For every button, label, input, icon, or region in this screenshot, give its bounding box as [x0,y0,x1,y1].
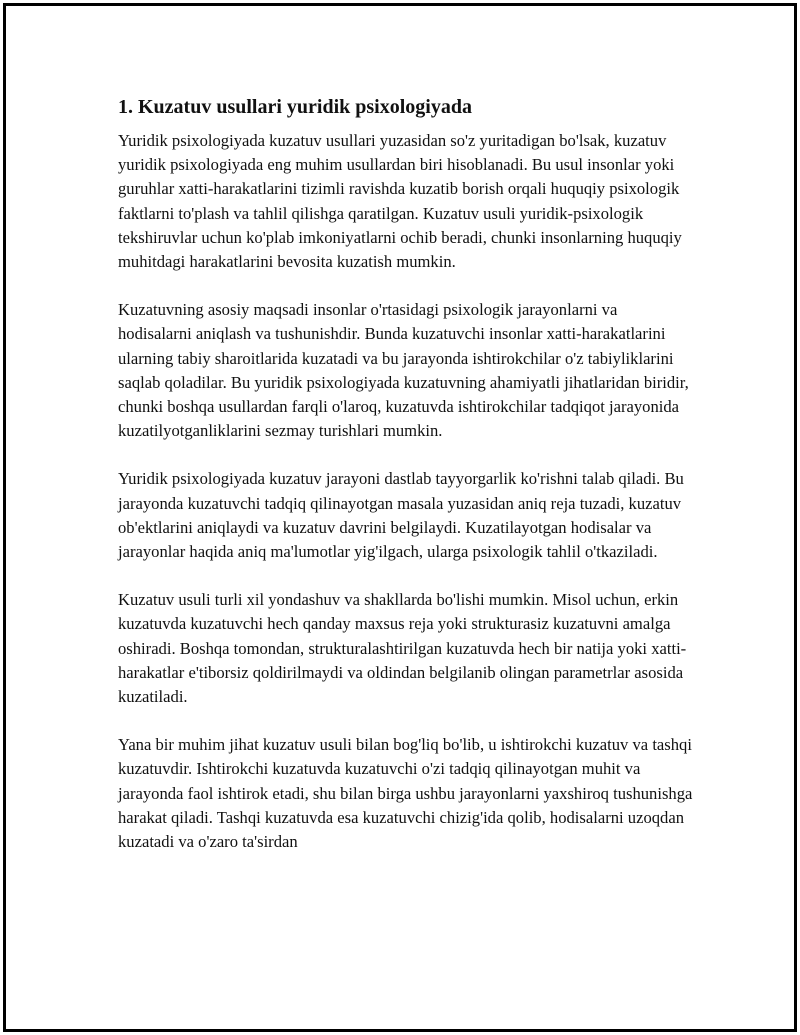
paragraph-4: Kuzatuv usuli turli xil yondashuv va shakllarda bo'lishi mumkin. Misol uchun, erkin kuzatuvda kuzatuvchi hech qanday maxsus reja yoki strukturasiz kuzatuvni amalga oshiradi. Boshqa tomondan, strukturalashtirilgan kuzatuvda hech bir natija yoki xatti-harakatlar e'tiborsiz qoldirilmaydi va oldindan belgilanib olingan parametrlar asosida kuzatiladi. [118,590,687,707]
paragraph-3: Yuridik psixologiyada kuzatuv jarayoni dastlab tayyorgarlik ko'rishni talab qiladi. Bu jarayonda kuzatuvchi tadqiq qilinayotgan masala yuzasidan aniq reja tuzadi, kuzatuv ob'ektlarini aniqlaydi va kuzatuv davrini belgilaydi. Kuzatilayotgan hodisalar va jarayonlar haqida aniq ma'lumotlar yig'ilgach, ularga psixologik tahlil o'tkaziladi. [118,469,684,562]
paragraph-2: Kuzatuvning asosiy maqsadi insonlar o'rtasidagi psixologik jarayonlarni va hodisalarni aniqlash va tushunishdir. Bunda kuzatuvchi insonlar xatti-harakatlarini ularning tabiy sharoitlarida kuzatadi va bu jarayonda ishtirokchilar o'z tabiyliklarini saqlab qoladilar. Bu yuridik psixologiyada kuzatuvning ahamiyatli jihatlaridan biridir, chunki boshqa usullardan farqli o'laroq, kuzatuvda ishtirokchilar tadqiqot jarayonida kuzatilyotganliklarini sezmay turishlari mumkin. [118,300,689,441]
paragraph-1: Yuridik psixologiyada kuzatuv usullari yuzasidan so'z yuritadigan bo'lsak, kuzatuv yuridik psixologiyada eng muhim usullardan biri hisoblanadi. Bu usul insonlar yoki guruhlar xatti-harakatlarini tizimli ravishda kuzatib borish orqali huquqiy psixologik faktlarni to'plash va tahlil qilishga qaratilgan. Kuzatuv usuli yuridik-psixologik tekshiruvlar uchun ko'plab imkoniyatlarni ochib beradi, chunki insonlarning huquqiy muhitdagi harakatlarini bevosita kuzatish mumkin. [118,131,682,272]
section-heading: 1. Kuzatuv usullari yuridik psixologiyada [118,96,472,118]
document-body [118,95,693,878]
paragraph-5: Yana bir muhim jihat kuzatuv usuli bilan bog'liq bo'lib, u ishtirokchi kuzatuv va tashqi kuzatuvdir. Ishtirokchi kuzatuvda kuzatuvchi o'zi tadqiq qilinayotgan muhit va jarayonda faol ishtirok etadi, shu bilan birga ushbu jarayonlarni yaxshiroq tushunishga harakat qiladi. Tashqi kuzatuvda esa kuzatuvchi chizig'ida qolib, hodisalarni uzoqdan kuzatadi va o'zaro ta'sirdan [118,735,693,852]
